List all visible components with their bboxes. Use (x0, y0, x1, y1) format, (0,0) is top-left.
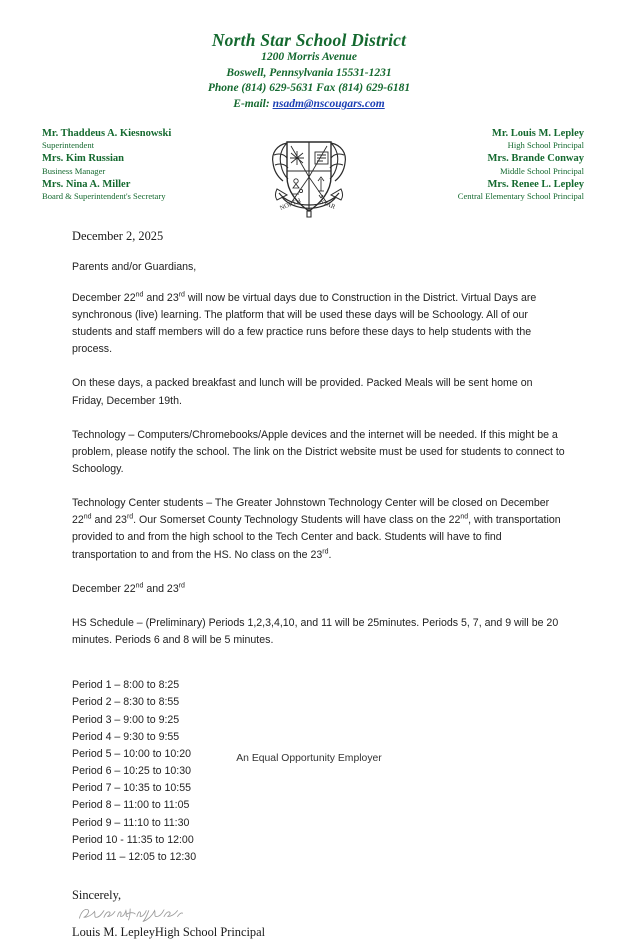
paragraph-meals: On these days, a packed breakfast and lunch will be provided. Packed Meals will be sent home on Friday, December 19th. (72, 377, 533, 407)
schedule-row: Period 10 - 11:35 to 12:00 (72, 833, 194, 846)
phone-fax-line: Phone (814) 629-5631 Fax (814) 629-6181 (207, 81, 411, 94)
letter-salutation: Parents and/or Guardians, (72, 260, 197, 273)
paragraph-hs-schedule-note: HS Schedule – (Preliminary) Periods 1,2,3,4,10, and 11 will be 25minutes. Periods 5, 7, and 9 will be 20 minutes. Periods 6 and 8 will be 5 minutes. (72, 616, 559, 647)
ordinal-suffix: nd (135, 291, 144, 299)
contacts-right-column (458, 127, 584, 204)
schedule-row: Period 7 – 10:35 to 10:55 (72, 782, 191, 795)
footer-equal-opportunity: An Equal Opportunity Employer (236, 753, 382, 764)
ordinal-suffix: nd (460, 513, 469, 521)
contact-name: Mr. Thaddeus A. Kiesnowski (42, 127, 172, 139)
contact-title: Central Elementary School Principal (457, 191, 584, 202)
handwritten-signature-icon (76, 904, 566, 924)
address-street: 1200 Morris Avenue (261, 51, 357, 64)
schedule-row: Period 5 – 10:00 to 10:20 (72, 747, 191, 760)
schedule-row: Period 9 – 11:10 to 11:30 (72, 816, 190, 829)
paragraph-dates-heading: December 22nd and 23rd (72, 582, 185, 595)
address-city-state-zip: Boswell, Pennsylvania 15531-1231 (226, 66, 392, 79)
contact-title: Board & Superintendent's Secretary (42, 191, 166, 202)
contact-title: High School Principal (507, 140, 584, 151)
contact-name: Mrs. Brande Conway (487, 153, 584, 165)
contact-name: Mrs. Nina A. Miller (42, 178, 131, 190)
contact-title: Superintendent (42, 140, 95, 151)
schedule-row: Period 4 – 9:30 to 9:55 (72, 730, 180, 743)
ordinal-suffix: rd (322, 548, 329, 556)
ordinal-suffix: rd (178, 582, 185, 590)
contacts-left-column (42, 127, 171, 204)
email-row (0, 97, 618, 112)
district-name: North Star School District (211, 30, 407, 50)
period-schedule-list (72, 677, 566, 866)
signer-name-title: Louis M. LepleyHigh School Principal (72, 924, 266, 939)
crest-banner-left-text: NORTH (278, 196, 302, 212)
letter-paragraphs (72, 290, 566, 650)
ordinal-suffix: nd (83, 513, 92, 521)
schedule-row: Period 11 – 12:05 to 12:30 (72, 850, 197, 863)
contact-title: Middle School Principal (499, 165, 584, 176)
letter-body (0, 229, 618, 940)
letter-date: December 2, 2025 (72, 228, 164, 243)
crest-banner-right-text: STAR (318, 198, 337, 211)
schedule-row: Period 1 – 8:00 to 8:25 (72, 679, 180, 692)
contact-title: Business Manager (42, 165, 106, 176)
ordinal-suffix: rd (126, 513, 134, 521)
schedule-row: Period 2 – 8:30 to 8:55 (72, 696, 180, 709)
letter-closing: Sincerely, (72, 887, 122, 902)
email-label: E-mail: (233, 98, 270, 111)
ordinal-suffix: rd (178, 291, 185, 299)
paragraph-technology: Technology – Computers/Chromebooks/Apple devices and the internet will be needed. If this might be a problem, please notify the school. The link on the District website must be used for students to connect to Schoology. (72, 428, 565, 475)
contact-name: Mrs. Kim Russian (42, 153, 124, 165)
email-link[interactable]: nsadm@nscougars.com (272, 98, 385, 111)
contact-name: Mrs. Renee L. Lepley (487, 178, 584, 190)
paragraph-tech-center: Technology Center students – The Greater Johnstown Technology Center will be closed on December 22nd and 23rd. Our Somerset County Technology Students will have class on the 22nd, with transportation provided to and from the high school to the Tech Center and back. Students will have to find transportation to and from the HS. No class on the 23rd. (72, 497, 561, 561)
contacts-block (0, 127, 618, 211)
ordinal-suffix: nd (135, 582, 144, 590)
north-star-shield-crest-icon (261, 133, 357, 219)
letterhead (0, 0, 618, 113)
schedule-row: Period 3 – 9:00 to 9:25 (72, 713, 180, 726)
contact-name: Mr. Louis M. Lepley (491, 127, 584, 139)
schedule-row: Period 6 – 10:25 to 10:30 (72, 765, 191, 778)
schedule-row: Period 8 – 11:00 to 11:05 (72, 799, 190, 812)
paragraph-virtual-days: December 22nd and 23rd will now be virtual days due to Construction in the District. Virtual Days are synchronous (live) learning. The platform that will be used these days will be Schoology. All of our students and staff members will do a few practice runs before these days to help students with the process. (72, 291, 537, 356)
